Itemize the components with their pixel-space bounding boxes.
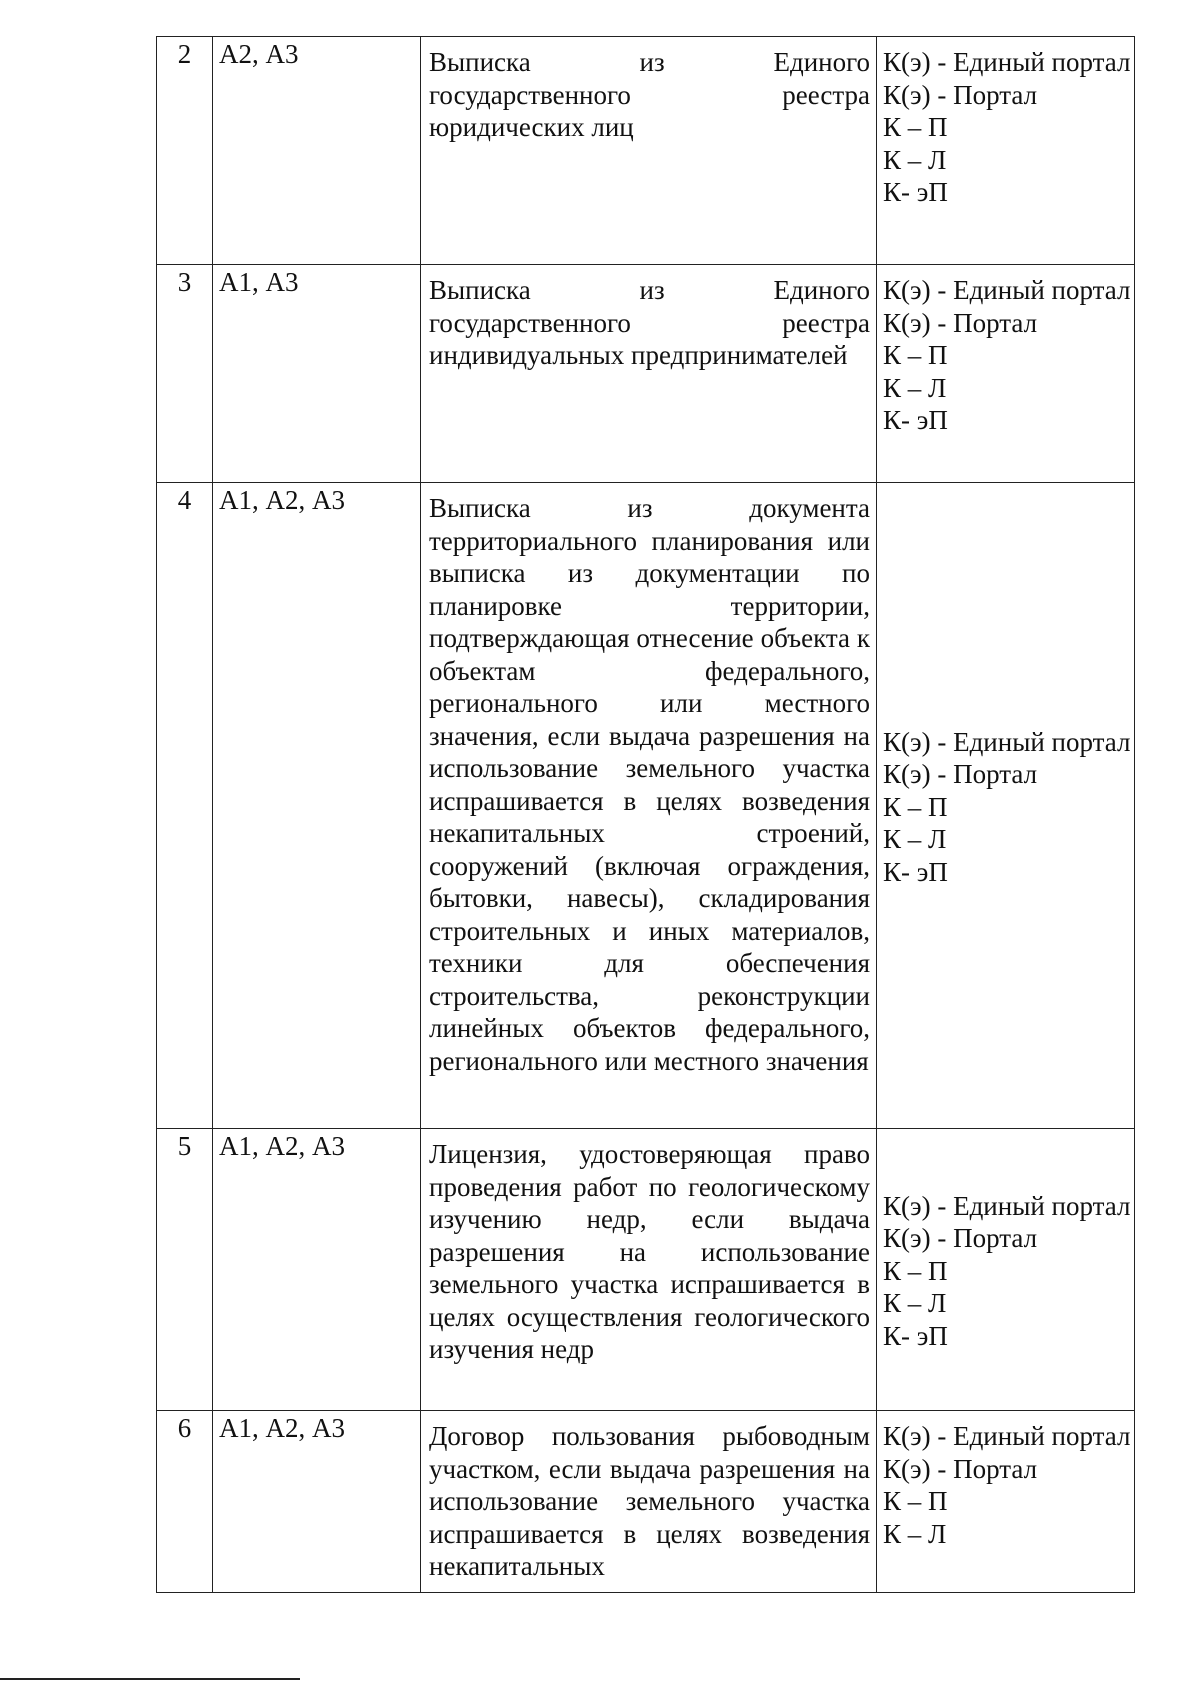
table-row xyxy=(157,483,1135,1129)
submission-method: К(э) - Единый портал xyxy=(883,275,1131,305)
submission-method: К(э) - Портал xyxy=(883,79,1038,110)
submission-methods xyxy=(877,1129,1135,1411)
document-name: Выписка из Единого государственного реестра индивидуальных предпринимателей xyxy=(421,265,877,483)
submission-method: К(э) - Портал xyxy=(883,759,1038,790)
submission-methods xyxy=(877,1411,1135,1593)
applicant-categories: А1, А2, А3 xyxy=(213,483,421,1129)
document-name: Лицензия, удостоверяющая право проведения работ по геологическому изучению недр, если выдача разрешения на использование земельного участка испрашивается в целях осуществления геологического изучения недр xyxy=(421,1129,877,1411)
submission-method: К(э) - Портал xyxy=(883,1453,1038,1484)
table-row xyxy=(157,1129,1135,1411)
document-name: Выписка из документа территориального планирования или выписка из документации по планировке территории, подтверждающая отнесение объекта к объектам федерального, регионального или местного значения, если выдача разрешения на использование земельного участка испрашивается в целях возведения некапитальных строений, сооружений (включая ограждения, бытовки, навесы), складирования строительных и иных материалов, техники для обеспечения строительства, реконструкции линейных объектов федерального, регионального или местного значения xyxy=(421,483,877,1129)
submission-method: К – П xyxy=(883,112,948,142)
submission-methods xyxy=(877,37,1135,265)
applicant-categories: А1, А2, А3 xyxy=(213,1411,421,1593)
submission-method: К – Л xyxy=(883,1518,947,1549)
submission-method: К- эП xyxy=(883,177,948,207)
table-row xyxy=(157,37,1135,265)
submission-method: К(э) - Портал xyxy=(883,1223,1038,1254)
table-row xyxy=(157,265,1135,483)
submission-method: К- эП xyxy=(883,405,948,435)
submission-method: К – Л xyxy=(883,372,947,403)
row-number: 5 xyxy=(157,1129,213,1411)
page-bottom-rule xyxy=(0,1678,300,1680)
row-number: 6 xyxy=(157,1411,213,1593)
submission-methods xyxy=(877,265,1135,483)
submission-method: К(э) - Портал xyxy=(883,307,1038,338)
document-name: Договор пользования рыбоводным участком, если выдача разрешения на использование земельного участка испрашивается в целях возведения некапитальных xyxy=(421,1411,877,1593)
applicant-categories: А1, А3 xyxy=(213,265,421,483)
submission-method: К- эП xyxy=(883,1320,948,1351)
submission-method: К(э) - Единый портал xyxy=(883,726,1131,757)
submission-method: К – Л xyxy=(883,824,947,855)
row-number: 4 xyxy=(157,483,213,1129)
submission-method: К – Л xyxy=(883,144,947,175)
submission-method: К(э) - Единый портал xyxy=(883,47,1131,77)
submission-method: К – Л xyxy=(883,1288,947,1319)
submission-method: К – П xyxy=(883,1486,948,1516)
document-name: Выписка из Единого государственного реестра юридических лиц xyxy=(421,37,877,265)
submission-method: К – П xyxy=(883,1255,948,1286)
submission-method: К(э) - Единый портал xyxy=(883,1421,1131,1451)
submission-method: К- эП xyxy=(883,856,948,887)
row-number: 3 xyxy=(157,265,213,483)
applicant-categories: А1, А2, А3 xyxy=(213,1129,421,1411)
submission-methods xyxy=(877,483,1135,1129)
applicant-categories: А2, А3 xyxy=(213,37,421,265)
documents-table xyxy=(156,36,1135,1593)
submission-method: К(э) - Единый портал xyxy=(883,1190,1131,1221)
submission-method: К – П xyxy=(883,791,948,822)
table-row xyxy=(157,1411,1135,1593)
row-number: 2 xyxy=(157,37,213,265)
submission-method: К – П xyxy=(883,340,948,370)
